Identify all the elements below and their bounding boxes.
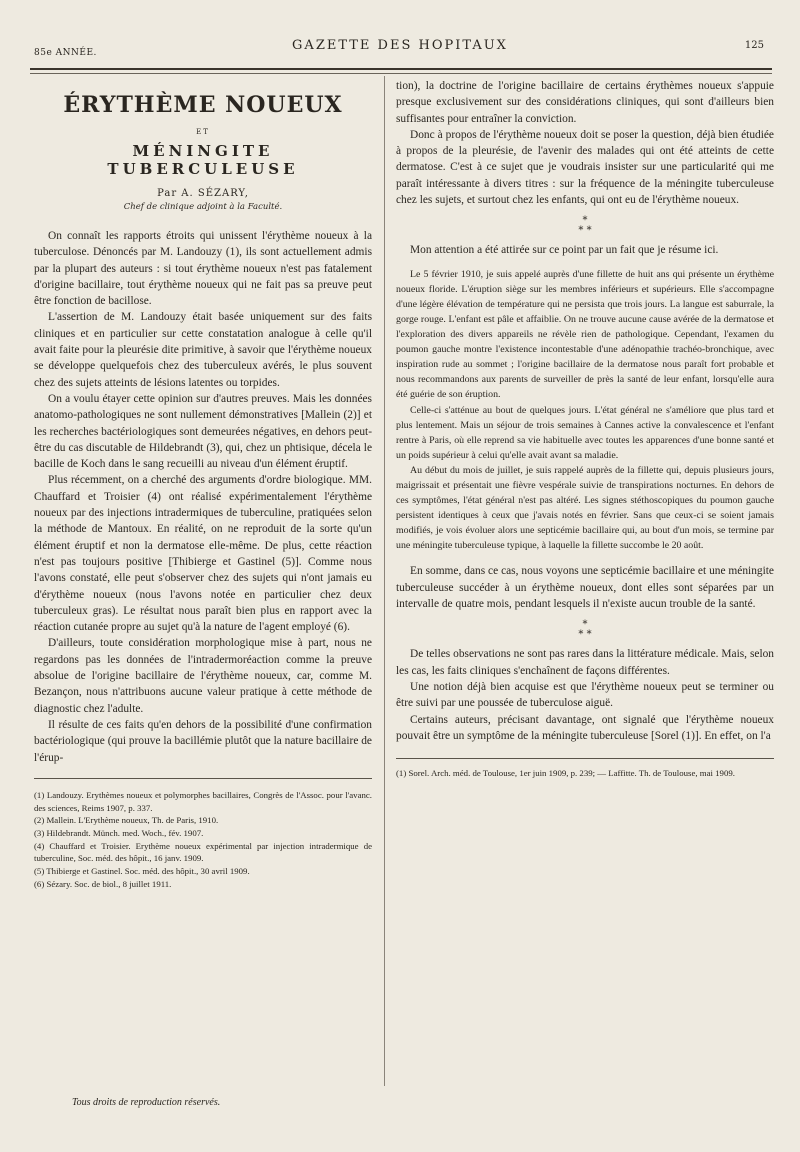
rights-notice: Tous droits de reproduction réservés. (72, 1097, 221, 1108)
body-paragraph: De telles observations ne sont pas rares dans la littérature médicale. Mais, selon les cas, les faits cliniques s'enchaînent de façons différentes. (396, 648, 774, 677)
left-body (34, 228, 372, 766)
article-subtitle: MÉNINGITE TUBERCULEUSE (107, 142, 299, 178)
body-paragraph: Donc à propos de l'érythème noueux doit se poser la question, déjà bien étudiée à propos de la pleurésie, de l'avenir des malades qui ont été atteints de cette dermatose. C'est à ce sujet que je voudrais insister sur une particularité qui me paraît intéressante à divers titres : sur la fréquence de la méningite tuberculeuse chez les sujets, et surtout chez les enfants, qui ont eu de l'érythème noueux. (396, 128, 774, 207)
footnote: (2) Mallein. L'Erythème noueux, Th. de Paris, 1910. (34, 815, 219, 826)
year-label: 85e ANNÉE. (34, 48, 97, 58)
right-body-summary (396, 563, 774, 612)
body-paragraph: Une notion déjà bien acquise est que l'érythème noueux peut se terminer ou être suivi par une poussée de tuberculose aiguë. (396, 680, 774, 710)
footnote: (1) Landouzy. Erythèmes noueux et polymorphes bacillaires, Congrès de l'Assoc. pour l'avanc. des sciences, Reims 1907, p. 337. (34, 789, 372, 813)
body-paragraph: tion), la doctrine de l'origine bacillaire de certains érythèmes noueux s'appuie presque exclusivement sur des considérations cliniques, qui sont d'ailleurs bien suffisantes pour entraîner la conviction. (396, 80, 774, 125)
body-paragraph: En somme, dans ce cas, nous voyons une septicémie bacillaire et une méningite tuberculeuse succéder à un érythème noueux, dont elles sont séparées par un intervalle de quatre mois, pendant lesquels il n'existe aucun trouble de la santé. (396, 565, 774, 611)
case-paragraph: Celle-ci s'atténue au bout de quelques jours. L'état général ne s'améliore que plus tard et plus lentement. Mais un séjour de trois semaines à Cannes active la convalescence et l'enfant rentre à Paris, où elle reprend sa vie habituelle avec toutes les apparences d'une bonne santé et un poids supérieur à celui qu'elle avait avant sa maladie. (396, 404, 774, 461)
body-paragraph: On a voulu étayer cette opinion sur d'autres preuves. Mais les données anatomo-pathologiques ne sont nullement démonstratives [Mallein (2)] et les recherches bactériologiques sont demeurées négatives, en dehors peut-être du cas discutable de Hildebrandt (3), qui, chez un phtisique, décela le bacille de Koch dans le sang recueilli au niveau d'un élément éruptif. (34, 392, 372, 471)
article-title: ÉRYTHÈME NOUEUX (63, 92, 343, 118)
body-paragraph: Mon attention a été attirée sur ce point par un fait que je résume ici. (410, 244, 719, 257)
footnote: (3) Hildebrandt. Münch. med. Woch., fév. 1907. (34, 827, 204, 838)
footnote: (5) Thibierge et Gastinel. Soc. méd. des hôpit., 30 avril 1909. (34, 866, 250, 877)
case-paragraph: Au début du mois de juillet, je suis rappelé auprès de la fillette qui, depuis plusieurs jours, maigrissait et présentait une fièvre vespérale suivie de transpirations nocturnes. En dehors de ces symptômes, l'état général n'est pas altéré. Les signes stéthoscopiques du poumon gauche persistent identiques à ceux que j'avais notés en février. Sans que ceux-ci se soient jamais modifiés, je vois évoluer alors une septicémie bacillaire qui, au bout d'un mois, se termine par une méningite tuberculeuse typique, à laquelle la fillette succombe le 20 août. (396, 464, 774, 552)
body-paragraph: On connaît les rapports étroits qui unissent l'érythème noueux à la tuberculose. Dénoncés par M. Landouzy (1), ils sont actuellement admis par la plupart des auteurs : si tout érythème noueux n'est pas fatalement d'origine bacillaire, tout érythème noueux qui ne fait pas sa preuve peut être fonction de bacillose. (34, 230, 372, 308)
footnote-rule (34, 778, 372, 779)
page-header (34, 38, 766, 62)
article-title-conjunction: ET (196, 128, 210, 136)
footnote: (1) Sorel. Arch. méd. de Toulouse, 1er juin 1909, p. 239; — Laffitte. Th. de Toulouse, mai 1909. (396, 768, 735, 779)
body-paragraph: L'assertion de M. Landouzy était basée uniquement sur des faits cliniques et en particulier sur cette constatation analogue à celle qu'il avait faite pour la pleurésie dite primitive, à savoir que l'érythème noueux se développe quelquefois chez des tuberculeux avérés, le plus souvent chez des sujets atteints de lésions latentes ou torpides. (34, 311, 372, 389)
author-role: Chef de clinique adjoint à la Faculté. (123, 202, 283, 212)
footnote-rule (396, 758, 774, 759)
section-asterism: * * * (578, 619, 592, 641)
right-body-attention (396, 242, 774, 258)
case-report (396, 267, 774, 554)
page-number: 125 (744, 40, 764, 51)
footnote: (6) Sézary. Soc. de biol., 8 juillet 1911. (34, 878, 172, 889)
header-rule-thin (30, 73, 772, 74)
column-divider (384, 76, 385, 1086)
case-paragraph: Le 5 février 1910, je suis appelé auprès d'une fillette de huit ans qui présente un érythème noueux floride. L'éruption siège sur les membres inférieurs et supérieurs. Elle s'accompagne d'une légère élévation de température qui ne persista que trois jours. La langue est saburrale, la gorge rouge. L'enfant est pâle et affaiblie. On ne trouve aucune cause avérée de la dermatose et l'exploration des divers appareils ne révèle rien de pathologique. Cependant, l'examen du poumon gauche montre l'existence incontestable d'une adénopathie trachéo-bronchique, avec inspiration rude au sommet ; l'origine bacillaire de la dermatose nous paraît fort probable et nous recommandons aux parents de surveiller de près la santé de leur enfant, lorsqu'elle aura été guérie de son éruption. (396, 268, 774, 401)
right-body-closing (396, 646, 774, 744)
left-footnotes (34, 789, 372, 891)
header-rule-thick (30, 68, 772, 70)
footnote: (4) Chauffard et Troisier. Erythème noueux expérimental par injection intradermique de tuberculine, Soc. méd. des hôpit., 16 janv. 1909. (34, 840, 372, 864)
body-paragraph: Plus récemment, on a cherché des arguments d'ordre biologique. MM. Chauffard et Troisier (4) ont réalisé expérimentalement l'érythème noueux par des injections intradermiques de tuberculine, pratiquées selon la méthode de Mantoux. En réalité, on ne reproduit de la sorte qu'un élément éruptif et non la dermatose elle-même. De plus, cette réaction n'est pas toujours positive [Thibierge et Gastinel (5)]. Comme nous l'avons constaté, elle peut s'observer chez des sujets qui n'ont jamais eu d'érythème noueux (nous l'avons notée en particulier chez deux tuberculeux gras). Le résultat nous paraît bien plus en rapport avec la réaction cutanée propre au sujet qu'à la nature de l'agent employé (6). (34, 474, 372, 634)
left-column (34, 78, 372, 890)
section-asterism: * * * (578, 215, 592, 237)
right-footnotes (396, 767, 774, 780)
right-column (396, 78, 774, 780)
right-body-intro (396, 78, 774, 208)
article-author: Par A. SÉZARY, (157, 188, 249, 199)
body-paragraph: Certains auteurs, précisant davantage, ont signalé que l'érythème noueux pouvait être un symptôme de la méningite tuberculeuse [Sorel (1)]. En effet, on l'a (396, 713, 774, 742)
body-paragraph: Il résulte de ces faits qu'en dehors de la possibilité d'une confirmation bactériologique (qui prouve la bacillémie plutôt que la nature bacillaire de l'érup- (34, 718, 372, 764)
journal-title: GAZETTE DES HOPITAUX (292, 38, 508, 53)
body-paragraph: D'ailleurs, toute considération morphologique mise à part, nous ne regardons pas les données de l'intradermoréaction comme la preuve absolue de l'origine bacillaire de l'érythème noueux, car, comme M. Bezançon, nous n'attribuons aucune valeur pratique à cette méthode de diagnostic chez l'adulte. (34, 637, 372, 715)
